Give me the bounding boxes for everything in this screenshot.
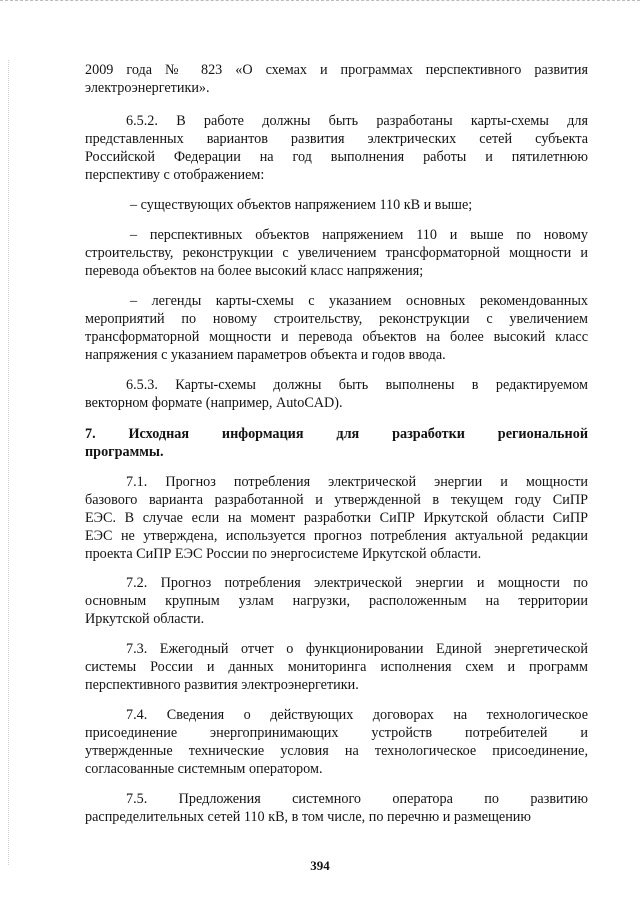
text-line: мероприятий по новому строительству, реконструкции с увеличением bbox=[85, 311, 588, 327]
text-line: системы России и данных мониторинга исполнения схем и программ bbox=[85, 659, 588, 675]
scan-left-margin bbox=[8, 60, 10, 865]
text-line: представленных вариантов развития электрических сетей субъекта bbox=[85, 131, 588, 147]
text-line: перспективу с отображением: bbox=[85, 167, 265, 183]
text-line: Российской Федерации на год выполнения работы и пятилетнюю bbox=[85, 149, 588, 165]
text-line: ЕЭС. В случае если на момент разработки СиПР Иркутской области СиПР bbox=[85, 510, 588, 526]
text-line: 7.3. Ежегодный отчет о функционировании Единой энергетической bbox=[126, 641, 588, 657]
text-line: перевода объектов на более высокий класс напряжения; bbox=[85, 263, 424, 279]
list-item: – перспективных объектов напряжением 110 и выше по новому bbox=[130, 227, 588, 243]
text-line: 6.5.3. Карты-схемы должны быть выполнены в редактируемом bbox=[126, 377, 588, 393]
text-line: проекта СиПР ЕЭС России по энергосистеме Иркутской области. bbox=[85, 546, 482, 562]
section-heading-cont: программы. bbox=[85, 444, 164, 460]
text-line: 7.5. Предложения системного оператора по развитию bbox=[126, 791, 588, 807]
text-line: 7.1. Прогноз потребления электрической энергии и мощности bbox=[126, 474, 588, 490]
text-line: распределительных сетей 110 кВ, в том числе, по перечню и размещению bbox=[85, 809, 531, 825]
list-item: – легенды карты-схемы с указанием основных рекомендованных bbox=[130, 293, 588, 309]
text-line: строительству, реконструкции с увеличением трансформаторной мощности и bbox=[85, 245, 588, 261]
text-line: перспективного развития электроэнергетики. bbox=[85, 677, 359, 693]
list-item: – существующих объектов напряжением 110 кВ и выше; bbox=[130, 197, 473, 213]
page-number: 394 bbox=[310, 858, 330, 873]
text-line: 6.5.2. В работе должны быть разработаны карты-схемы для bbox=[126, 113, 588, 129]
text-line: согласованные системным оператором. bbox=[85, 761, 323, 777]
text-line: ЕЭС не утверждена, используется прогноз потребления актуальной редакции bbox=[85, 528, 588, 544]
text-line: присоединение энергопринимающих устройств потребителей и bbox=[85, 725, 588, 741]
text-line: 7.2. Прогноз потребления электрической энергии и мощности по bbox=[126, 575, 588, 591]
text-line: электроэнергетики». bbox=[85, 80, 210, 96]
text-line: напряжения с указанием параметров объекта и годов ввода. bbox=[85, 347, 446, 363]
text-line: утвержденные технические условия на технологическое присоединение, bbox=[85, 743, 588, 759]
section-heading: 7. Исходная информация для разработки региональной bbox=[85, 426, 588, 442]
text-line: основным крупным узлам нагрузки, расположенным на территории bbox=[85, 593, 588, 609]
text-line: 2009 года № 823 «О схемах и программах перспективного развития bbox=[85, 62, 588, 78]
text-line: трансформаторной мощности и перевода объектов на более высокий класс bbox=[85, 329, 588, 345]
text-line: векторном формате (например, AutoCAD). bbox=[85, 395, 343, 411]
text-line: базового варианта разработанной и утвержденной в текущем году СиПР bbox=[85, 492, 588, 508]
text-line: 7.4. Сведения о действующих договорах на технологическое bbox=[126, 707, 588, 723]
text-line: Иркутской области. bbox=[85, 611, 205, 627]
scan-top-edge bbox=[0, 0, 640, 5]
